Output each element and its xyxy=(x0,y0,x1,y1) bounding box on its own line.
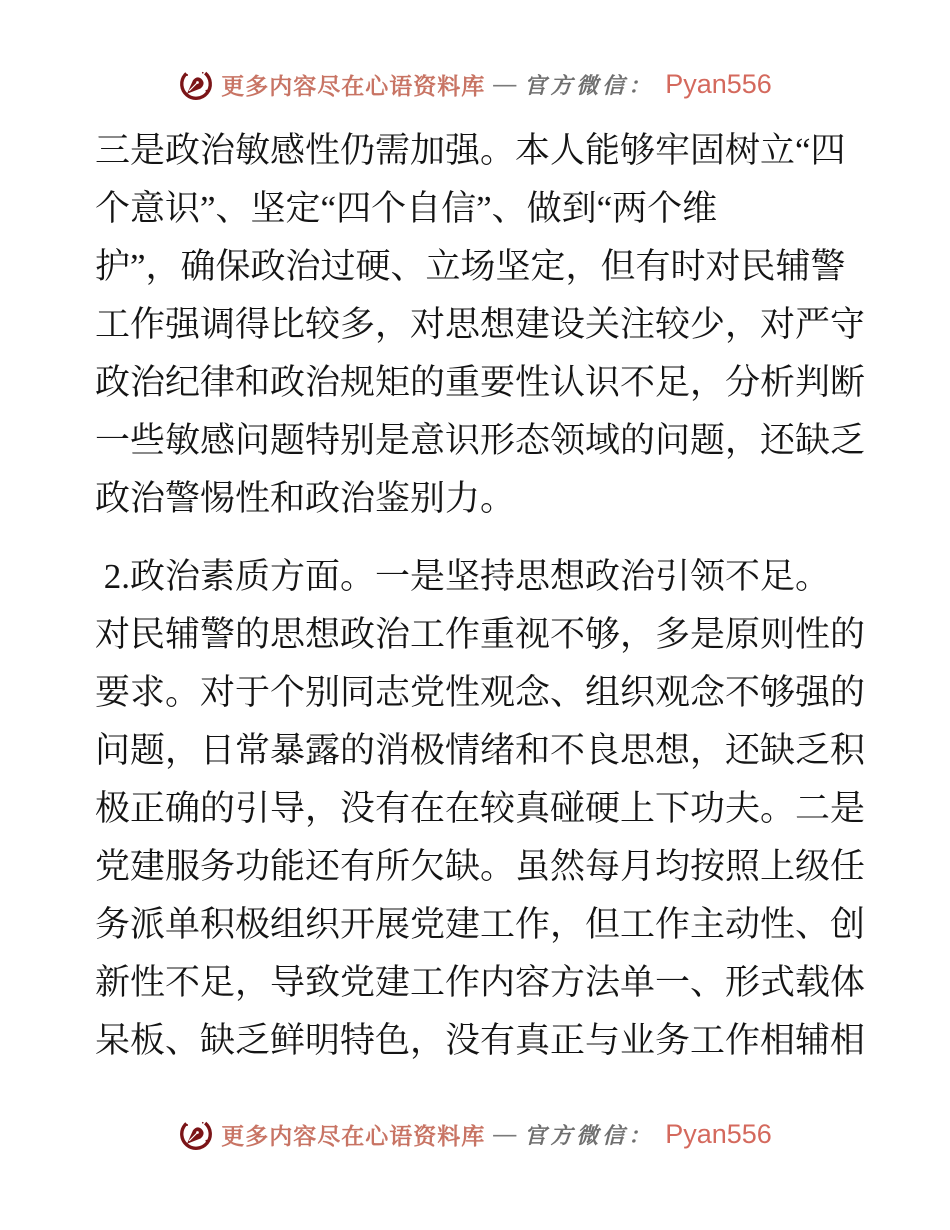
text-line: 新性不足，导致党建工作内容方法单一、形式载体 xyxy=(95,963,866,1002)
watermark-wechat-id: Pyan556 xyxy=(665,1118,772,1149)
watermark-dash: — xyxy=(493,71,517,96)
watermark-dash: — xyxy=(493,1121,517,1146)
text-line: 一些敏感问题特别是意识形态领域的问题，还缺乏 xyxy=(95,421,866,460)
text-line: 问题，日常暴露的消极情绪和不良思想，还缺乏积 xyxy=(95,731,866,770)
text-line: 护”，确保政治过硬、立场坚定，但有时对民辅警 xyxy=(95,247,846,286)
text-line: 对民辅警的思想政治工作重视不够，多是原则性的 xyxy=(95,615,866,654)
text-line: 务派单积极组织开展党建工作，但工作主动性、创 xyxy=(95,905,866,944)
paragraph-2 xyxy=(95,548,875,1070)
watermark-header xyxy=(0,66,950,102)
text-line: 工作强调得比较多，对思想建设关注较少，对严守 xyxy=(95,305,866,344)
text-line: 极正确的引导，没有在在较真碰硬上下功夫。二是 xyxy=(95,789,866,828)
pen-logo-icon xyxy=(178,1116,214,1152)
watermark-wechat-label: 官方微信： xyxy=(524,1122,655,1148)
text-line: 三是政治敏感性仍需加强。本人能够牢固树立“四 xyxy=(95,131,846,170)
text-line: 要求。对于个别同志党性观念、组织观念不够强的 xyxy=(95,673,866,712)
watermark-brand-text: 更多内容尽在心语资料库 xyxy=(221,1123,486,1149)
text-line: 党建服务功能还有所欠缺。虽然每月均按照上级任 xyxy=(95,847,866,886)
watermark-wechat-label: 官方微信： xyxy=(524,72,655,98)
watermark-footer xyxy=(0,1116,950,1152)
paragraph-1 xyxy=(95,122,875,528)
document-body xyxy=(95,122,875,1070)
watermark-wechat-id: Pyan556 xyxy=(665,68,772,99)
text-line: 政治纪律和政治规矩的重要性认识不足，分析判断 xyxy=(95,363,866,402)
text-line: 呆板、缺乏鲜明特色，没有真正与业务工作相辅相 xyxy=(95,1021,866,1060)
pen-logo-icon xyxy=(178,66,214,102)
text-line: 2.政治素质方面。一是坚持思想政治引领不足。 xyxy=(95,557,831,596)
text-line: 政治警惕性和政治鉴别力。 xyxy=(95,479,516,518)
watermark-brand-text: 更多内容尽在心语资料库 xyxy=(221,73,486,99)
text-line: 个意识”、坚定“四个自信”、做到“两个维 xyxy=(95,189,718,228)
